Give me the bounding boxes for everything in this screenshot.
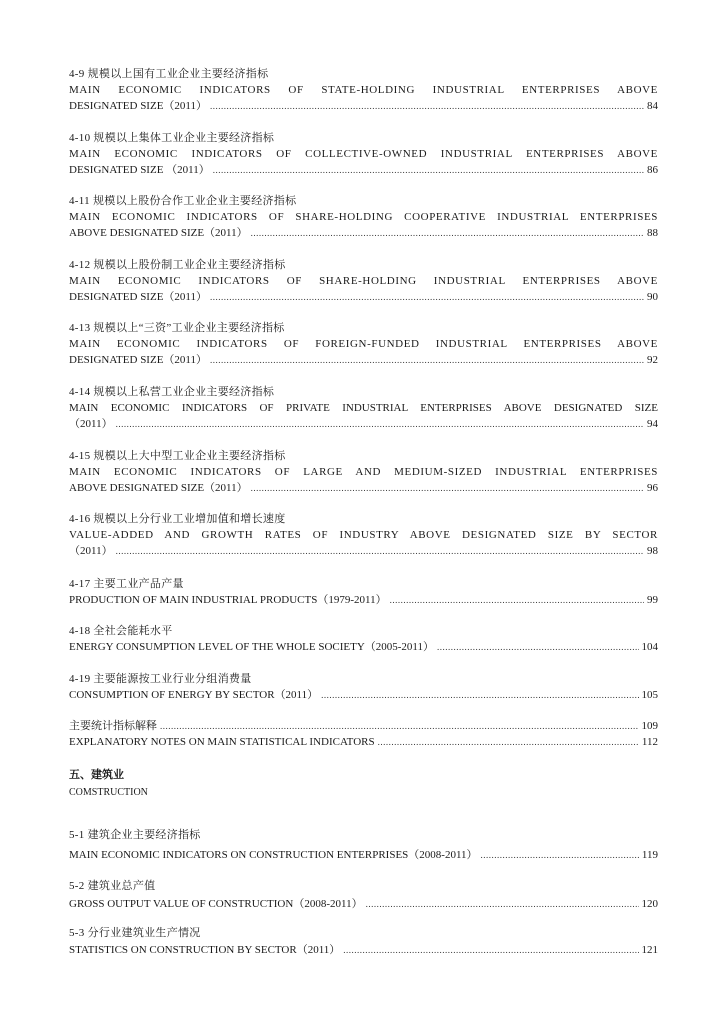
page-number: 96	[647, 482, 658, 494]
notes-entry	[69, 718, 658, 750]
entry-leader-line	[69, 734, 658, 750]
toc-entry	[69, 448, 658, 496]
dot-leader	[366, 896, 639, 912]
toc-entry	[69, 320, 658, 368]
entry-title-en: MAIN ECONOMIC INDICATORS OF FOREIGN-FUNDED INDUSTRIAL ENTERPRISES ABOVE	[69, 338, 658, 350]
toc-entry	[69, 671, 658, 703]
section-heading	[69, 767, 658, 801]
entry-title-en-cont: （2011）	[69, 545, 113, 557]
entry-leader-line	[69, 352, 658, 368]
entry-leader-line	[69, 847, 658, 863]
entry-title-cn: 4-11 规模以上股份合作工业企业主要经济指标	[69, 195, 297, 207]
entry-title-en: ENERGY CONSUMPTION LEVEL OF THE WHOLE SOCIETY（2005-2011）	[69, 641, 435, 653]
entry-title-cn: 4-18 全社会能耗水平	[69, 625, 173, 637]
toc-entry	[69, 576, 658, 608]
page-number: 109	[641, 720, 658, 732]
dot-leader	[116, 416, 644, 432]
dot-leader	[251, 225, 644, 241]
entry-title-en-cont: DESIGNATED SIZE（2011）	[69, 100, 207, 112]
entry-leader-line	[69, 416, 658, 432]
entry-title-en-cont: DESIGNATED SIZE （2011）	[69, 164, 210, 176]
page-number: 92	[647, 354, 658, 366]
page-number: 119	[641, 849, 658, 861]
entry-title-en-cont: DESIGNATED SIZE（2011）	[69, 354, 207, 366]
entry-title-en: MAIN ECONOMIC INDICATORS ON CONSTRUCTION ENTERPRISES（2008-2011）	[69, 849, 478, 861]
toc-entry	[69, 925, 658, 958]
entry-title-en: MAIN ECONOMIC INDICATORS OF LARGE AND MEDIUM-SIZED INDUSTRIAL ENTERPRISES	[69, 466, 658, 478]
dot-leader	[321, 687, 638, 703]
dot-leader	[116, 543, 644, 559]
page-number: 120	[641, 898, 658, 910]
entry-title-en: STATISTICS ON CONSTRUCTION BY SECTOR（2011）	[69, 944, 341, 956]
section-title-en: COMSTRUCTION	[69, 787, 148, 798]
toc-entry	[69, 384, 658, 432]
entry-leader-line	[69, 543, 658, 559]
entry-leader-line	[69, 225, 658, 241]
entry-leader-line	[69, 592, 658, 608]
dot-leader	[251, 480, 644, 496]
toc-entry	[69, 193, 658, 241]
entry-title-cn: 4-9 规模以上国有工业企业主要经济指标	[69, 68, 269, 80]
entry-leader-line	[69, 162, 658, 178]
dot-leader	[210, 352, 644, 368]
page-number: 99	[647, 594, 658, 606]
dot-leader	[210, 98, 644, 114]
entry-leader-line	[69, 639, 658, 655]
dot-leader	[160, 718, 639, 734]
entry-title-cn: 5-2 建筑业总产值	[69, 880, 156, 892]
page-number: 121	[641, 944, 658, 956]
entry-title-cn: 4-16 规模以上分行业工业增加值和增长速度	[69, 513, 286, 525]
entry-title-en: MAIN ECONOMIC INDICATORS OF COLLECTIVE-OWNED INDUSTRIAL ENTERPRISES ABOVE	[69, 148, 658, 160]
page-number: 88	[647, 227, 658, 239]
notes-title-cn: 主要统计指标解释	[69, 720, 157, 732]
entry-title-cn: 4-17 主要工业产品产量	[69, 578, 184, 590]
entry-title-en: MAIN ECONOMIC INDICATORS OF STATE-HOLDING INDUSTRIAL ENTERPRISES ABOVE	[69, 84, 658, 96]
entry-title-cn: 4-19 主要能源按工业行业分组消费量	[69, 673, 252, 685]
entry-title-en-cont: （2011）	[69, 418, 113, 430]
section-title-cn: 五、建筑业	[69, 769, 124, 781]
page-number: 84	[647, 100, 658, 112]
entry-title-cn: 5-1 建筑企业主要经济指标	[69, 829, 201, 841]
dot-leader	[213, 162, 644, 178]
entry-title-en-cont: ABOVE DESIGNATED SIZE（2011）	[69, 482, 248, 494]
toc-entry	[69, 66, 658, 114]
dot-leader	[437, 639, 638, 655]
entry-leader-line	[69, 289, 658, 305]
entry-title-en-cont: DESIGNATED SIZE（2011）	[69, 291, 207, 303]
toc-entry	[69, 623, 658, 655]
toc-entry	[69, 511, 658, 559]
page-number: 104	[641, 641, 658, 653]
page-number: 105	[641, 689, 658, 701]
entry-leader-line	[69, 480, 658, 496]
entry-title-en: PRODUCTION OF MAIN INDUSTRIAL PRODUCTS（1979-2011）	[69, 594, 387, 606]
page-number: 98	[647, 545, 658, 557]
page-number: 112	[641, 736, 658, 748]
entry-title-en: MAIN ECONOMIC INDICATORS OF SHARE-HOLDING INDUSTRIAL ENTERPRISES ABOVE	[69, 275, 658, 287]
page-number: 90	[647, 291, 658, 303]
entry-title-cn: 4-14 规模以上私营工业企业主要经济指标	[69, 386, 275, 398]
entry-leader-line	[69, 718, 658, 734]
dot-leader	[481, 847, 639, 863]
entry-title-cn: 4-13 规模以上“三资”工业企业主要经济指标	[69, 322, 285, 334]
toc-entry	[69, 878, 658, 912]
entry-leader-line	[69, 98, 658, 114]
page-number: 86	[647, 164, 658, 176]
entry-title-cn: 4-10 规模以上集体工业企业主要经济指标	[69, 132, 275, 144]
dot-leader	[343, 942, 638, 958]
entry-title-cn: 4-12 规模以上股份制工业企业主要经济指标	[69, 259, 286, 271]
entry-leader-line	[69, 687, 658, 703]
entry-title-en: MAIN ECONOMIC INDICATORS OF SHARE-HOLDING COOPERATIVE INDUSTRIAL ENTERPRISES	[69, 211, 658, 223]
toc-entry	[69, 257, 658, 305]
dot-leader	[378, 734, 639, 750]
dot-leader	[390, 592, 644, 608]
entry-title-en-cont: ABOVE DESIGNATED SIZE（2011）	[69, 227, 248, 239]
entry-leader-line	[69, 942, 658, 958]
entry-title-cn: 5-3 分行业建筑业生产情况	[69, 927, 201, 939]
toc-entry	[69, 827, 658, 863]
page-number: 94	[647, 418, 658, 430]
entry-title-en: MAIN ECONOMIC INDICATORS OF PRIVATE INDUSTRIAL ENTERPRISES ABOVE DESIGNATED SIZE	[69, 402, 658, 414]
entry-title-en: CONSUMPTION OF ENERGY BY SECTOR（2011）	[69, 689, 319, 701]
entry-title-en: GROSS OUTPUT VALUE OF CONSTRUCTION（2008-2011）	[69, 898, 363, 910]
entry-title-cn: 4-15 规模以上大中型工业企业主要经济指标	[69, 450, 286, 462]
dot-leader	[210, 289, 644, 305]
entry-title-en: VALUE-ADDED AND GROWTH RATES OF INDUSTRY ABOVE DESIGNATED SIZE BY SECTOR	[69, 529, 658, 541]
toc-entry	[69, 130, 658, 178]
notes-title-en: EXPLANATORY NOTES ON MAIN STATISTICAL INDICATORS	[69, 736, 375, 748]
entry-leader-line	[69, 896, 658, 912]
